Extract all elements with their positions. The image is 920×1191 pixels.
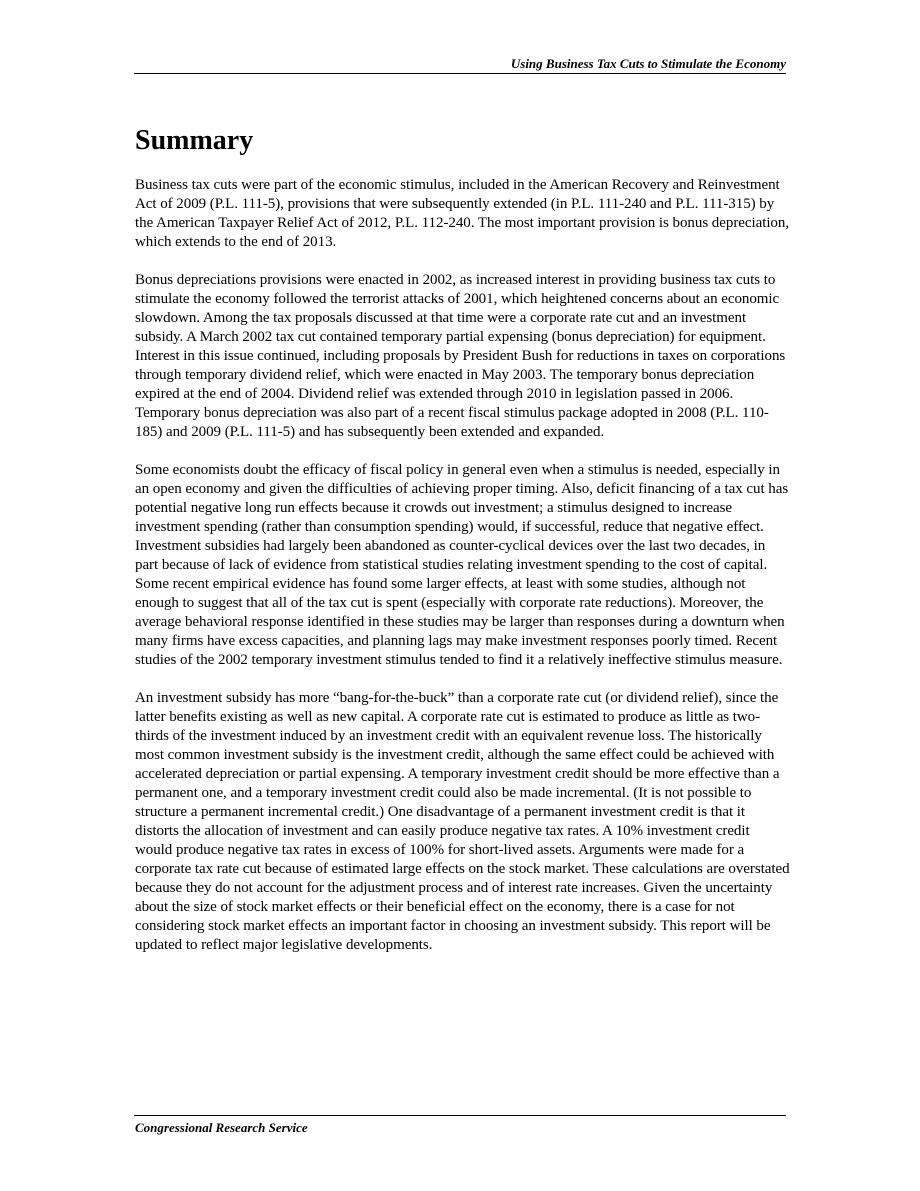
running-header-title: Using Business Tax Cuts to Stimulate the Economy <box>510 56 786 71</box>
summary-paragraph-3: Some economists doubt the efficacy of fiscal policy in general even when a stimulus is needed, especially in an open economy and given the difficulties of achieving proper timing. Also, deficit financing of a tax cut has potential negative long run effects because it crowds out investment; a stimulus designed to increase investment spending (rather than consumption spending) would, if successful, reduce that negative effect. Investment subsidies had largely been abandoned as counter-cyclical devices over the last two decades, in part because of lack of evidence from statistical studies relating investment spending to the cost of capital. Some recent empirical evidence has found some larger effects, at least with some studies, although not enough to suggest that all of the tax cut is spent (especially with corporate rate reductions). Moreover, the average behavioral response identified in these studies may be larger than responses during a downturn when many firms have excess capacities, and planning lags may make investment responses poorly timed. Recent studies of the 2002 temporary investment stimulus tended to find it a relatively ineffective stimulus measure. <box>135 462 789 668</box>
summary-body <box>135 176 790 974</box>
summary-paragraph-2: Bonus depreciations provisions were enacted in 2002, as increased interest in providing business tax cuts to stimulate the economy followed the terrorist attacks of 2001, which heightened concerns about an economic slowdown. Among the tax proposals discussed at that time were a corporate rate cut and an investment subsidy. A March 2002 tax cut contained temporary partial expensing (bonus depreciation) for equipment. Interest in this issue continued, including proposals by President Bush for reductions in taxes on corporations through temporary dividend relief, which were enacted in May 2003. The temporary bonus depreciation expired at the end of 2004. Dividend relief was extended through 2010 in legislation passed in 2006. Temporary bonus depreciation was also part of a recent fiscal stimulus package adopted in 2008 (P.L. 110-185) and 2009 (P.L. 111-5) and has subsequently been extended and expanded. <box>135 272 786 440</box>
running-footer-organization: Congressional Research Service <box>135 1120 308 1135</box>
header-divider <box>134 73 786 74</box>
footer-divider <box>134 1115 786 1116</box>
summary-paragraph-1: Business tax cuts were part of the economic stimulus, included in the American Recovery and Reinvestment Act of 2009 (P.L. 111-5), provisions that were subsequently extended (in P.L. 111-240 and P.L. 111-315) by the American Taxpayer Relief Act of 2012, P.L. 112-240. The most important provision is bonus depreciation, which extends to the end of 2013. <box>135 177 790 250</box>
summary-paragraph-4: An investment subsidy has more “bang-for-the-buck” than a corporate rate cut (or dividend relief), since the latter benefits existing as well as new capital. A corporate rate cut is estimated to produce as little as two-thirds of the investment induced by an investment credit with an equivalent revenue loss. The historically most common investment subsidy is the investment credit, although the same effect could be achieved with accelerated depreciation or partial expensing. A temporary investment credit should be more effective than a permanent one, and a temporary investment credit could also be made incremental. (It is not possible to structure a permanent incremental credit.) One disadvantage of a permanent investment credit is that it distorts the allocation of investment and can easily produce negative tax rates. A 10% investment credit would produce negative tax rates in excess of 100% for short-lived assets. Arguments were made for a corporate tax rate cut because of estimated large effects on the stock market. These calculations are overstated because they do not account for the adjustment process and of interest rate increases. Given the uncertainty about the size of stock market effects or their beneficial effect on the economy, there is a case for not considering stock market effects an important factor in choosing an investment subsidy. This report will be updated to reflect major legislative developments. <box>135 690 790 953</box>
section-title: Summary <box>135 125 254 156</box>
